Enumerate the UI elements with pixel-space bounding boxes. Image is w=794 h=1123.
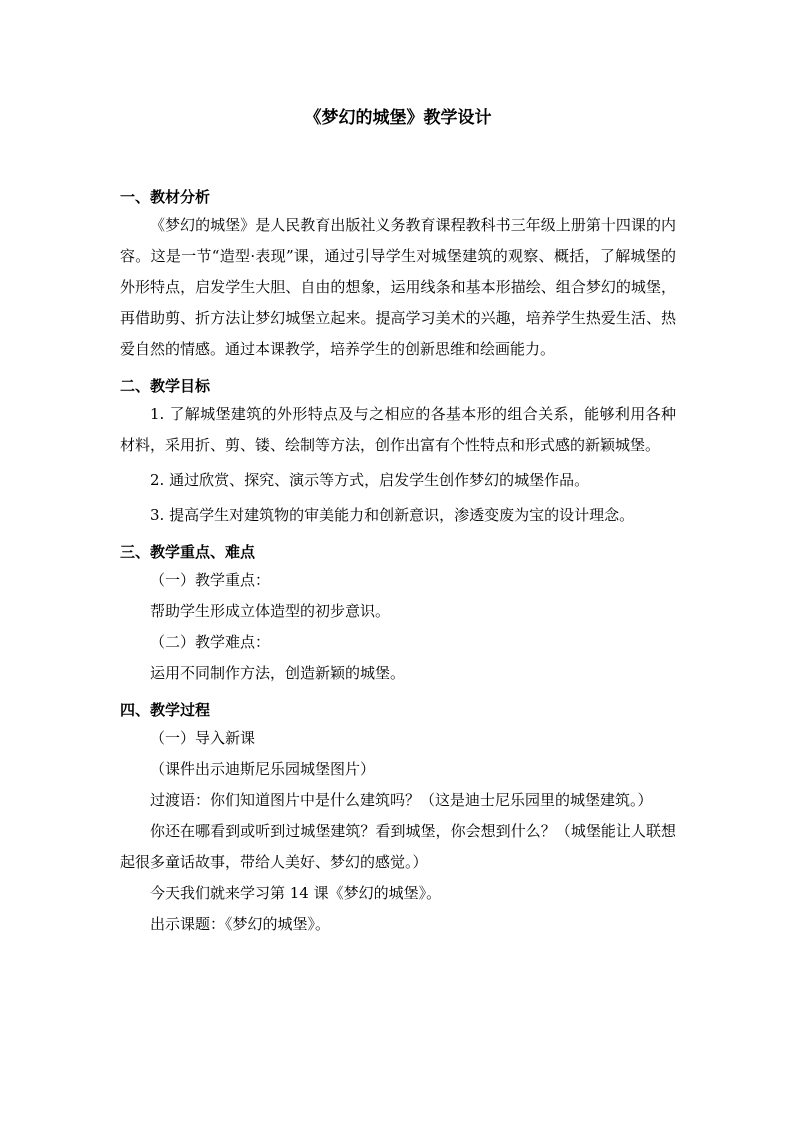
paragraph: （二）教学难点： [150,633,271,651]
document-page [120,100,676,940]
paragraph: 出示课题：《梦幻的城堡》。 [150,915,331,933]
section-heading: 一、教材分析 [120,188,211,206]
paragraph: 1. 了解城堡建筑的外形特点及与之相应的各基本形的组合关系，能够利用各种材料，采用折、剪、镂、绘制等方法，创作出富有个性特点和形式感的新颖城堡。 [120,405,676,454]
section-textbook-analysis [120,184,676,365]
paragraph: 2. 通过欣赏、探究、演示等方式，启发学生创作梦幻的城堡作品。 [150,471,590,489]
section-heading: 四、教学过程 [120,701,211,719]
paragraph: （一）教学重点： [150,571,271,589]
section-teaching-process [120,697,676,940]
section-teaching-objectives [120,373,676,531]
section-heading: 三、教学重点、难点 [120,543,256,561]
paragraph: 过渡语：你们知道图片中是什么建筑吗？（这是迪士尼乐园里的城堡建筑。） [150,791,653,809]
paragraph: 《梦幻的城堡》是人民教育出版社义务教育课程教科书三年级上册第十四课的内容。这是一节“造型·表现”课，通过引导学生对城堡建筑的观察、概括，了解城堡的外形特点，启发学生大胆、自由的想象，运用线条和基本形描绘、组合梦幻的城堡，再借助剪、折方法让梦幻城堡立起来。提高学习美术的兴趣，培养学生热爱生活、热爱自然的情感。通过本课教学，培养学生的创新思维和绘画能力。 [120,216,676,358]
section-key-points [120,539,676,689]
document-title: 《梦幻的城堡》教学设计 [304,108,492,128]
paragraph: （课件出示迪斯尼乐园城堡图片） [150,760,376,778]
paragraph: 你还在哪看到或听到过城堡建筑？看到城堡，你会想到什么？（城堡能让人联想起很多童话故事，带给人美好、梦幻的感觉。） [120,822,676,871]
section-heading: 二、教学目标 [120,377,211,395]
paragraph: 运用不同制作方法，创造新颖的城堡。 [150,664,406,682]
paragraph: （一）导入新课 [150,729,256,747]
paragraph: 3. 提高学生对建筑物的审美能力和创新意识，渗透变废为宝的设计理念。 [150,506,635,524]
paragraph: 今天我们就来学习第 14 课《梦幻的城堡》。 [150,884,442,902]
paragraph: 帮助学生形成立体造型的初步意识。 [150,602,391,620]
